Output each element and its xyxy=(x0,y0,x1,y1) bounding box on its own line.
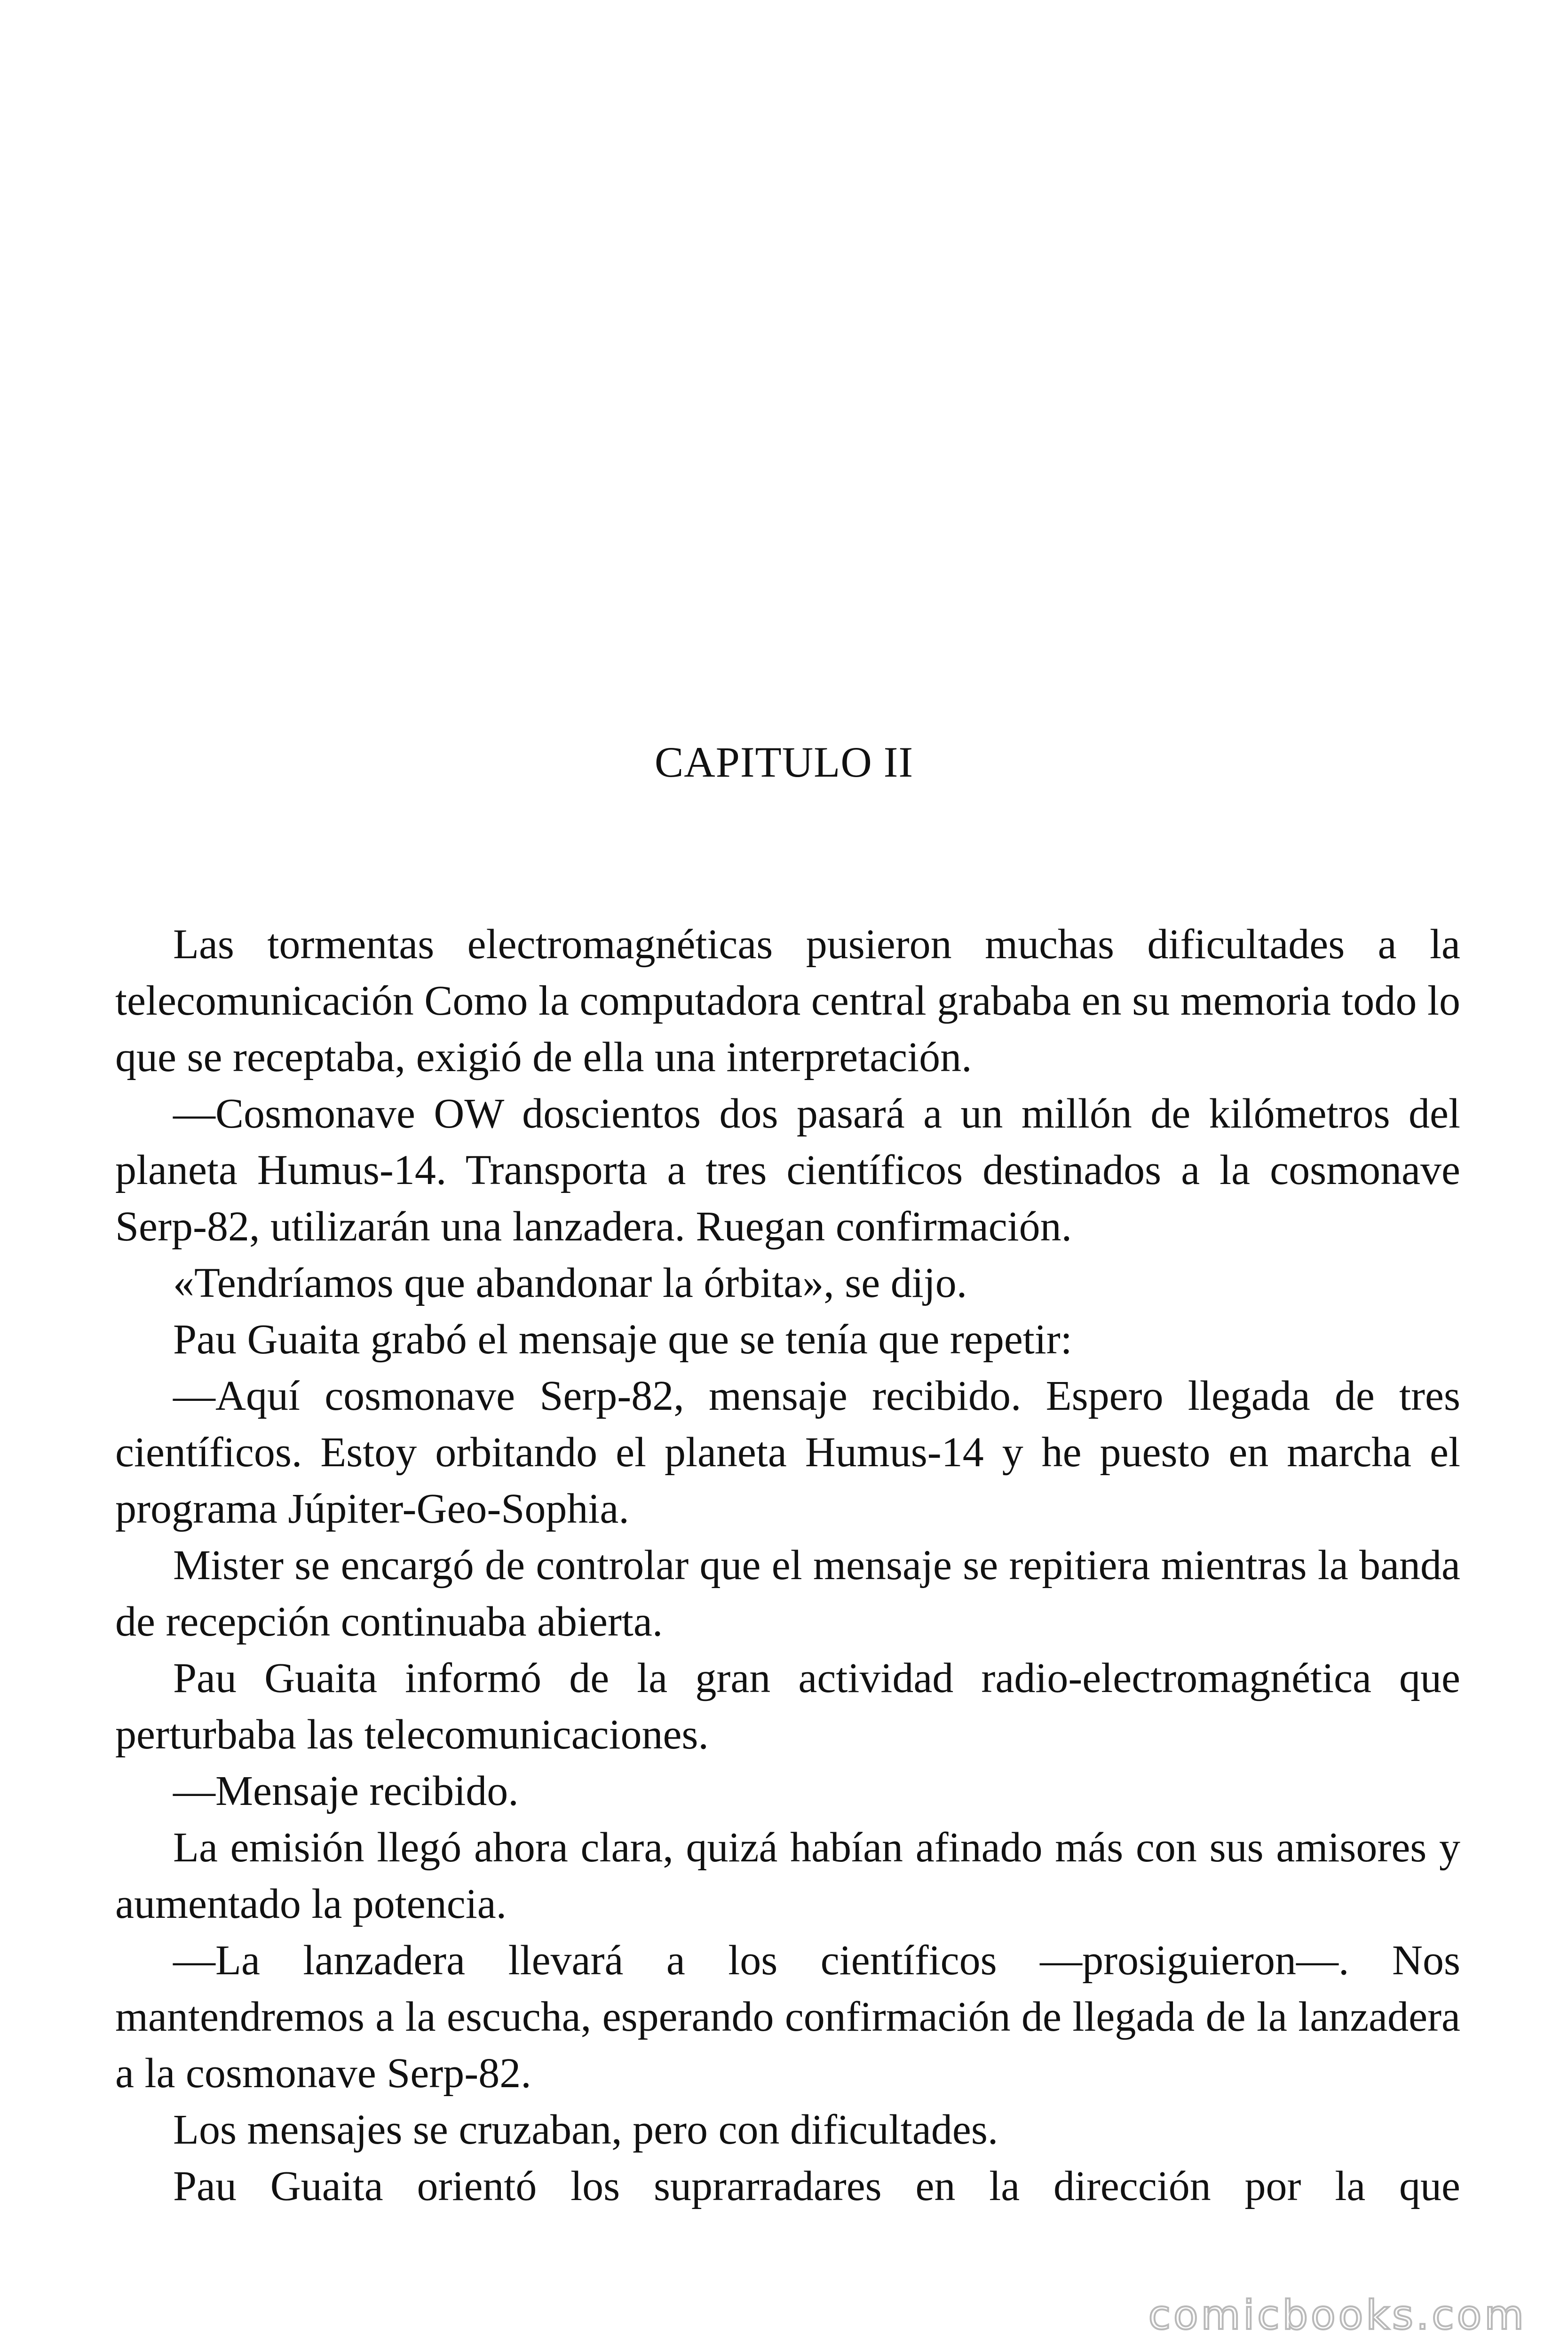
paragraph-7: Pau Guaita informó de la gran actividad radio-electromagnética que perturbaba las telecomunicaciones. xyxy=(115,1655,1460,1758)
paragraph-5: —Aquí cosmonave Serp-82, mensaje recibido. Espero llegada de tres científicos. Estoy orbitando el planeta Humus-14 y he puesto en marcha el programa Júpiter-Geo-Sophia. xyxy=(115,1373,1460,1532)
paragraph-2: —Cosmonave OW doscientos dos pasará a un millón de kilómetros del planeta Humus-14. Transporta a tres científicos destinados a la cosmonave Serp-82, utilizarán una lanzadera. Ruegan confirmación. xyxy=(115,1090,1460,1250)
paragraph-8: —Mensaje recibido. xyxy=(173,1768,519,1814)
body-text xyxy=(115,916,1460,2215)
paragraph-11: Los mensajes se cruzaban, pero con dificultades. xyxy=(173,2106,998,2153)
paragraph-3: «Tendríamos que abandonar la órbita», se dijo. xyxy=(173,1260,967,1306)
watermark-logo: comicbooks.com xyxy=(1148,2292,1527,2339)
paragraph-9: La emisión llegó ahora clara, quizá habían afinado más con sus amisores y aumentado la potencia. xyxy=(115,1824,1460,1927)
chapter-title: CAPITULO II xyxy=(654,738,914,786)
paragraph-6: Mister se encargó de controlar que el mensaje se repitiera mientras la banda de recepción continuaba abierta. xyxy=(115,1542,1460,1645)
paragraph-12: Pau Guaita orientó los suprarradares en la dirección por la que xyxy=(173,2163,1460,2209)
paragraph-4: Pau Guaita grabó el mensaje que se tenía que repetir: xyxy=(173,1316,1072,1363)
paragraph-1: Las tormentas electromagnéticas pusieron muchas dificultades a la telecomunicación Como la computadora central grababa en su memoria todo lo que se receptaba, exigió de ella una interpretación. xyxy=(115,921,1460,1081)
paragraph-10: —La lanzadera llevará a los científicos —prosiguieron—. Nos mantendremos a la escucha, esperando confirmación de llegada de la lanzadera a la cosmonave Serp-82. xyxy=(115,1937,1460,2097)
